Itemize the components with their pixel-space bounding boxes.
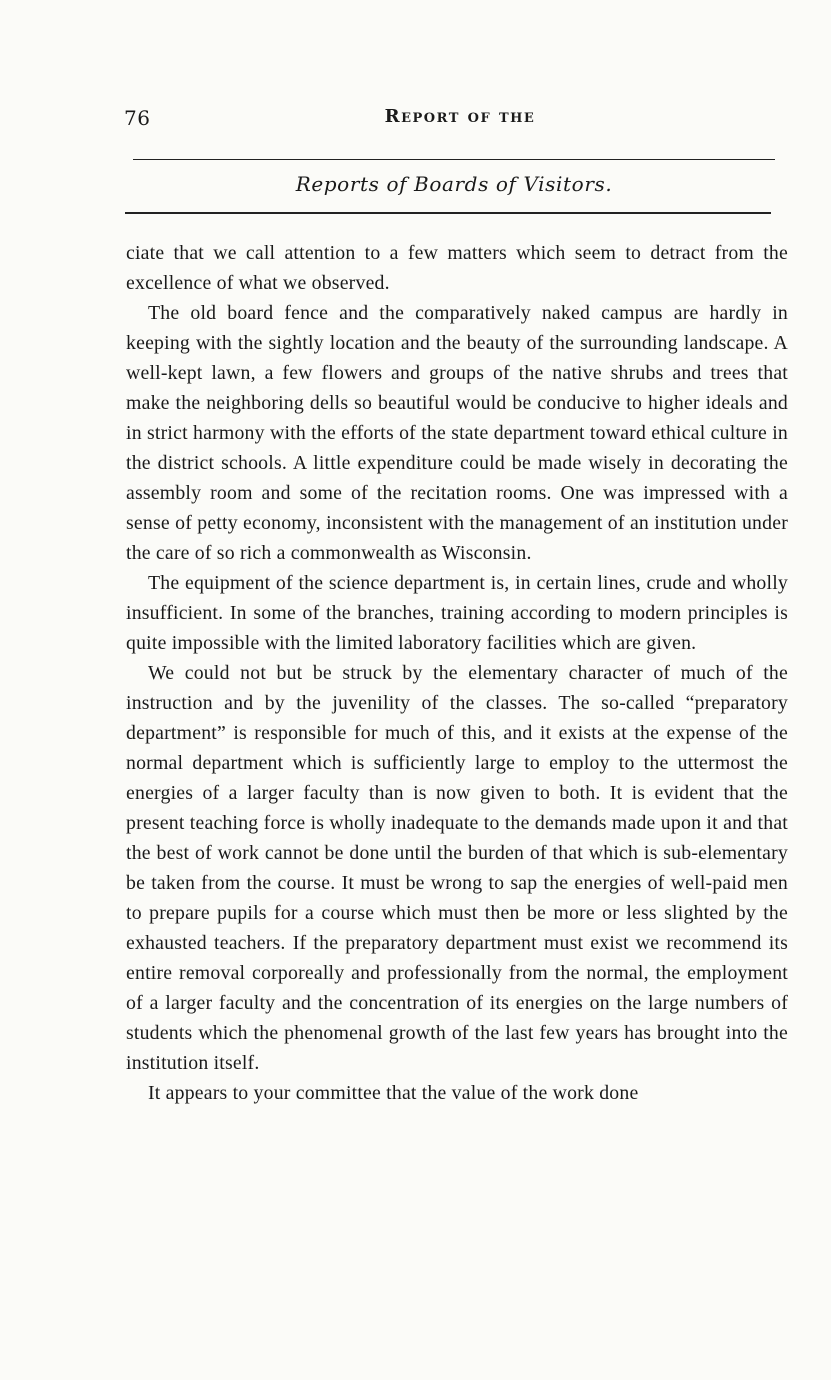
- paragraph-science-equipment: The equipment of the science department is, in certain lines, crude and wholly insufficient. In some of the branches, training according to modern principles is quite impossible with the limited laboratory facilities which are given.: [126, 572, 788, 654]
- paragraph-campus: The old board fence and the comparatively naked campus are hardly in keeping with the sightly location and the beauty of the surrounding landscape. A well-kept lawn, a few flowers and groups of the native shrubs and trees that make the neighboring dells so beautiful would be conducive to higher ideals and in strict harmony with the efforts of the state department toward ethical culture in the district schools. A little expenditure could be made wisely in decorating the assembly room and some of the recitation rooms. One was impressed with a sense of petty economy, inconsistent with the management of an institution under the care of so rich a commonwealth as Wisconsin.: [126, 302, 788, 564]
- header-rule-bottom: [125, 212, 771, 214]
- running-header: [122, 106, 778, 136]
- section-title: Reports of Boards of Visitors.: [295, 172, 613, 196]
- paragraph-preparatory-department: We could not but be struck by the elementary character of much of the instruction and by the juvenility of the classes. The so-called “preparatory department” is responsible for much of this, and it exists at the expense of the normal department which is sufficiently large to employ to the uttermost the energies of a larger faculty than is now given to both. It is evident that the present teaching force is wholly inadequate to the demands made upon it and that the best of work cannot be done until the burden of that which is sub-elementary be taken from the course. It must be wrong to sap the energies of well-paid men to prepare pupils for a course which must then be more or less slighted by the exhausted teachers. If the preparatory department must exist we recommend its entire removal corporeally and professionally from the normal, the employment of a larger faculty and the concentration of its energies on the large numbers of students which the phenomenal growth of the last few years has brought into the institution itself.: [126, 662, 788, 1074]
- page-number: 76: [124, 106, 151, 130]
- running-title: Report of the: [384, 106, 536, 127]
- paragraph-committee: It appears to your committee that the value of the work done: [148, 1082, 639, 1104]
- paragraph-continuation: ciate that we call attention to a few matters which seem to detract from the excellence of what we observed.: [126, 242, 788, 294]
- body-text: [126, 238, 788, 1108]
- header-rule-top: [133, 159, 775, 160]
